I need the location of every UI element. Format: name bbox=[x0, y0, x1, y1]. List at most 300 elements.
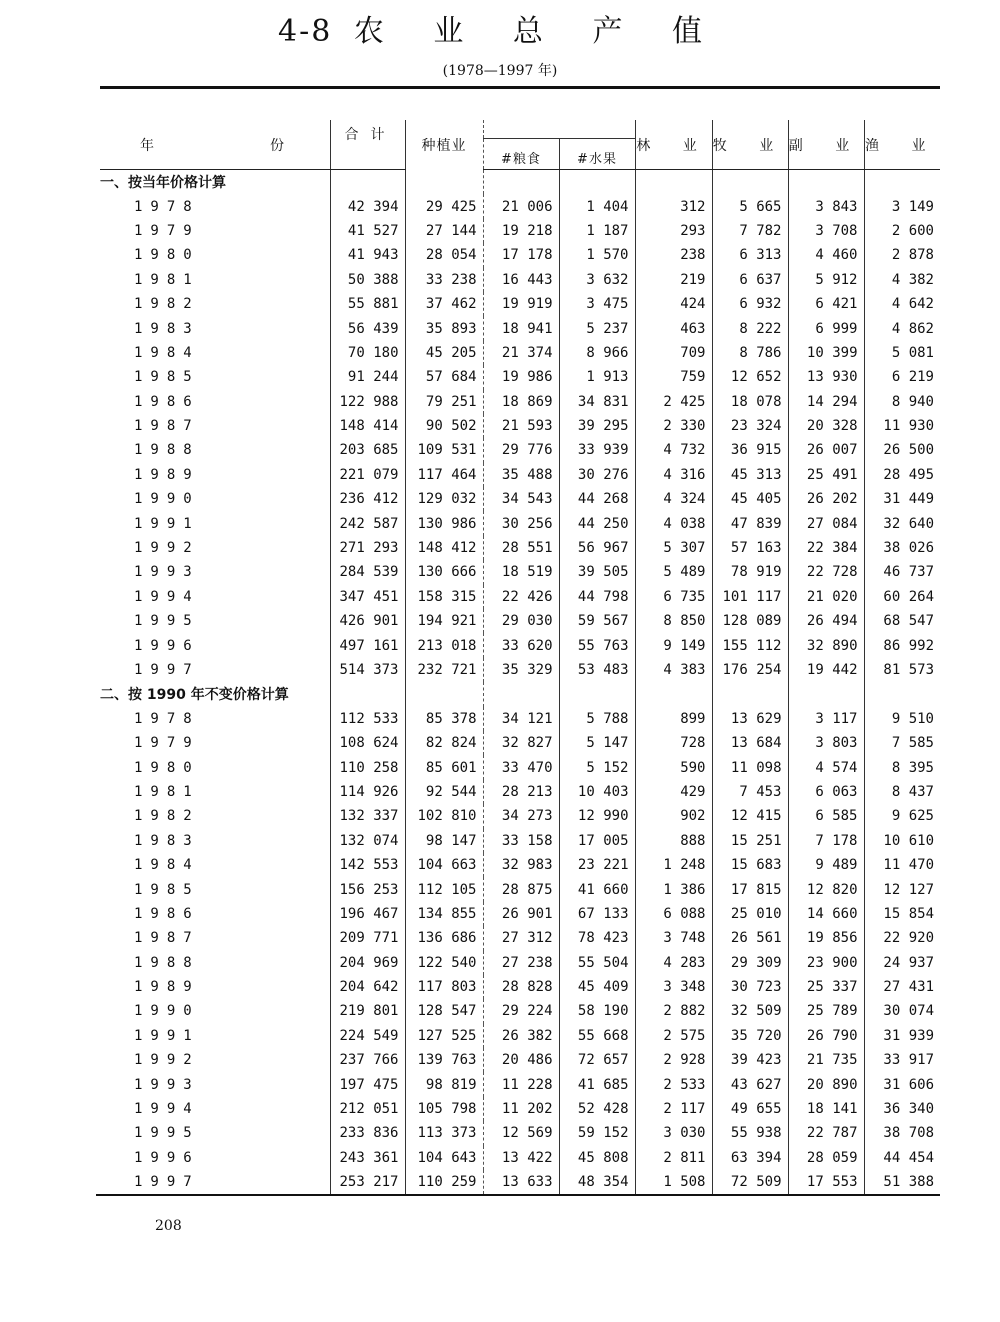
header-crop: 种植业 bbox=[405, 120, 483, 170]
cell-grain: 21 593 bbox=[483, 414, 559, 438]
cell-forestry: 6 735 bbox=[635, 585, 712, 609]
cell-sideline: 6 421 bbox=[788, 292, 864, 316]
cell-animal: 6 932 bbox=[712, 292, 788, 316]
table-row bbox=[100, 243, 940, 267]
table-row bbox=[100, 194, 940, 218]
cell-grain: 16 443 bbox=[483, 268, 559, 292]
cell-crop: 104 663 bbox=[405, 853, 483, 877]
table-title: 农 业 总 产 值 bbox=[353, 14, 722, 49]
cell-fishery: 22 920 bbox=[864, 926, 940, 950]
cell-grain: 29 030 bbox=[483, 609, 559, 633]
cell-fishery: 15 854 bbox=[864, 902, 940, 926]
section-label: 一、按当年价格计算 bbox=[100, 175, 226, 192]
cell-year: 1985 bbox=[134, 369, 200, 386]
cell-animal: 32 509 bbox=[712, 999, 788, 1023]
cell-fishery: 5 081 bbox=[864, 341, 940, 365]
cell-fishery: 24 937 bbox=[864, 951, 940, 975]
cell-crop: 35 893 bbox=[405, 316, 483, 340]
cell-crop: 148 412 bbox=[405, 536, 483, 560]
cell-year: 1988 bbox=[134, 442, 200, 459]
table-row bbox=[100, 511, 940, 535]
cell-forestry: 238 bbox=[635, 243, 712, 267]
cell-sideline: 18 141 bbox=[788, 1097, 864, 1121]
cell-animal: 155 112 bbox=[712, 633, 788, 657]
cell-year: 1981 bbox=[134, 783, 200, 800]
cell-total: 108 624 bbox=[330, 731, 405, 755]
cell-total: 50 388 bbox=[330, 268, 405, 292]
cell-fruit: 5 237 bbox=[559, 316, 635, 340]
header-total: 合计 bbox=[330, 120, 405, 170]
cell-sideline: 3 708 bbox=[788, 219, 864, 243]
table-row bbox=[100, 560, 940, 584]
cell-year: 1992 bbox=[134, 1052, 200, 1069]
cell-forestry: 3 748 bbox=[635, 926, 712, 950]
cell-fruit: 55 668 bbox=[559, 1024, 635, 1048]
cell-year: 1991 bbox=[134, 1027, 200, 1044]
cell-fishery: 4 862 bbox=[864, 316, 940, 340]
cell-fishery: 6 219 bbox=[864, 365, 940, 389]
table-row bbox=[100, 341, 940, 365]
cell-forestry: 2 533 bbox=[635, 1072, 712, 1096]
table-row bbox=[100, 1048, 940, 1072]
cell-total: 209 771 bbox=[330, 926, 405, 950]
cell-fishery: 81 573 bbox=[864, 658, 940, 682]
cell-total: 91 244 bbox=[330, 365, 405, 389]
cell-fruit: 1 913 bbox=[559, 365, 635, 389]
cell-crop: 82 824 bbox=[405, 731, 483, 755]
cell-animal: 128 089 bbox=[712, 609, 788, 633]
cell-animal: 49 655 bbox=[712, 1097, 788, 1121]
table-row bbox=[100, 1072, 940, 1096]
cell-year: 1989 bbox=[134, 979, 200, 996]
table-number: 4-8 bbox=[277, 14, 333, 49]
cell-year: 1985 bbox=[134, 881, 200, 898]
cell-fishery: 9 625 bbox=[864, 804, 940, 828]
cell-total: 41 527 bbox=[330, 219, 405, 243]
table-row bbox=[100, 731, 940, 755]
table-row bbox=[100, 585, 940, 609]
cell-fruit: 55 763 bbox=[559, 633, 635, 657]
cell-grain: 34 121 bbox=[483, 707, 559, 731]
cell-fruit: 1 404 bbox=[559, 194, 635, 218]
cell-sideline: 17 553 bbox=[788, 1170, 864, 1194]
cell-forestry: 3 348 bbox=[635, 975, 712, 999]
cell-total: 56 439 bbox=[330, 316, 405, 340]
cell-fruit: 48 354 bbox=[559, 1170, 635, 1194]
cell-year: 1980 bbox=[134, 247, 200, 264]
cell-grain: 27 238 bbox=[483, 951, 559, 975]
cell-year: 1991 bbox=[134, 515, 200, 532]
cell-grain: 19 919 bbox=[483, 292, 559, 316]
cell-year: 1993 bbox=[134, 1076, 200, 1093]
cell-sideline: 5 912 bbox=[788, 268, 864, 292]
cell-year: 1982 bbox=[134, 296, 200, 313]
cell-animal: 26 561 bbox=[712, 926, 788, 950]
cell-total: 132 074 bbox=[330, 829, 405, 853]
cell-sideline: 19 442 bbox=[788, 658, 864, 682]
cell-crop: 109 531 bbox=[405, 438, 483, 462]
cell-fishery: 11 930 bbox=[864, 414, 940, 438]
cell-animal: 25 010 bbox=[712, 902, 788, 926]
cell-animal: 7 782 bbox=[712, 219, 788, 243]
cell-crop: 98 819 bbox=[405, 1072, 483, 1096]
cell-forestry: 219 bbox=[635, 268, 712, 292]
cell-sideline: 3 117 bbox=[788, 707, 864, 731]
cell-forestry: 2 330 bbox=[635, 414, 712, 438]
cell-animal: 5 665 bbox=[712, 194, 788, 218]
cell-year: 1982 bbox=[134, 808, 200, 825]
cell-sideline: 6 999 bbox=[788, 316, 864, 340]
cell-total: 253 217 bbox=[330, 1170, 405, 1194]
cell-sideline: 32 890 bbox=[788, 633, 864, 657]
cell-fishery: 32 640 bbox=[864, 511, 940, 535]
header-animal: 牧 业 bbox=[712, 120, 788, 170]
cell-year: 1993 bbox=[134, 564, 200, 581]
cell-total: 42 394 bbox=[330, 194, 405, 218]
cell-fishery: 28 495 bbox=[864, 463, 940, 487]
cell-crop: 213 018 bbox=[405, 633, 483, 657]
cell-fishery: 51 388 bbox=[864, 1170, 940, 1194]
cell-total: 148 414 bbox=[330, 414, 405, 438]
cell-total: 142 553 bbox=[330, 853, 405, 877]
cell-fruit: 5 152 bbox=[559, 755, 635, 779]
table-row bbox=[100, 1170, 940, 1194]
cell-total: 55 881 bbox=[330, 292, 405, 316]
cell-animal: 11 098 bbox=[712, 755, 788, 779]
cell-total: 242 587 bbox=[330, 511, 405, 535]
cell-fruit: 56 967 bbox=[559, 536, 635, 560]
cell-grain: 21 374 bbox=[483, 341, 559, 365]
header-fishery: 渔 业 bbox=[864, 120, 940, 170]
cell-fruit: 44 250 bbox=[559, 511, 635, 535]
cell-crop: 85 378 bbox=[405, 707, 483, 731]
cell-animal: 15 683 bbox=[712, 853, 788, 877]
cell-fruit: 5 147 bbox=[559, 731, 635, 755]
cell-fishery: 36 340 bbox=[864, 1097, 940, 1121]
cell-year: 1996 bbox=[134, 1149, 200, 1166]
cell-fruit: 23 221 bbox=[559, 853, 635, 877]
cell-fishery: 11 470 bbox=[864, 853, 940, 877]
cell-total: 204 642 bbox=[330, 975, 405, 999]
header-year bbox=[100, 120, 330, 170]
section-spacer-cell bbox=[559, 170, 635, 195]
cell-grain: 20 486 bbox=[483, 1048, 559, 1072]
table-row bbox=[100, 487, 940, 511]
cell-sideline: 14 294 bbox=[788, 390, 864, 414]
cell-fruit: 44 268 bbox=[559, 487, 635, 511]
cell-year: 1983 bbox=[134, 320, 200, 337]
header-forestry: 林 业 bbox=[635, 120, 712, 170]
cell-fishery: 8 940 bbox=[864, 390, 940, 414]
cell-grain: 18 869 bbox=[483, 390, 559, 414]
cell-sideline: 3 803 bbox=[788, 731, 864, 755]
cell-sideline: 9 489 bbox=[788, 853, 864, 877]
section-spacer-cell bbox=[559, 682, 635, 706]
cell-fruit: 45 409 bbox=[559, 975, 635, 999]
cell-sideline: 3 843 bbox=[788, 194, 864, 218]
cell-crop: 105 798 bbox=[405, 1097, 483, 1121]
cell-grain: 11 202 bbox=[483, 1097, 559, 1121]
page-number: 208 bbox=[155, 1218, 182, 1234]
header-fruit: #水果 bbox=[559, 139, 635, 170]
cell-sideline: 22 384 bbox=[788, 536, 864, 560]
cell-crop: 92 544 bbox=[405, 780, 483, 804]
cell-animal: 6 637 bbox=[712, 268, 788, 292]
cell-fruit: 55 504 bbox=[559, 951, 635, 975]
cell-forestry: 1 508 bbox=[635, 1170, 712, 1194]
table-row bbox=[100, 219, 940, 243]
cell-total: 41 943 bbox=[330, 243, 405, 267]
cell-sideline: 26 202 bbox=[788, 487, 864, 511]
cell-forestry: 3 030 bbox=[635, 1121, 712, 1145]
cell-fruit: 78 423 bbox=[559, 926, 635, 950]
cell-sideline: 20 890 bbox=[788, 1072, 864, 1096]
cell-forestry: 888 bbox=[635, 829, 712, 853]
cell-animal: 7 453 bbox=[712, 780, 788, 804]
cell-sideline: 26 494 bbox=[788, 609, 864, 633]
header-fruit-spacer bbox=[559, 120, 635, 139]
cell-animal: 72 509 bbox=[712, 1170, 788, 1194]
cell-grain: 28 875 bbox=[483, 877, 559, 901]
cell-fishery: 38 026 bbox=[864, 536, 940, 560]
section-row bbox=[100, 682, 940, 706]
cell-fruit: 8 966 bbox=[559, 341, 635, 365]
cell-crop: 90 502 bbox=[405, 414, 483, 438]
cell-total: 112 533 bbox=[330, 707, 405, 731]
cell-fruit: 5 788 bbox=[559, 707, 635, 731]
cell-sideline: 21 735 bbox=[788, 1048, 864, 1072]
cell-sideline: 27 084 bbox=[788, 511, 864, 535]
cell-crop: 28 054 bbox=[405, 243, 483, 267]
cell-forestry: 899 bbox=[635, 707, 712, 731]
cell-fishery: 31 449 bbox=[864, 487, 940, 511]
cell-animal: 101 117 bbox=[712, 585, 788, 609]
cell-crop: 29 425 bbox=[405, 194, 483, 218]
cell-year: 1987 bbox=[134, 930, 200, 947]
cell-crop: 117 464 bbox=[405, 463, 483, 487]
table-row bbox=[100, 829, 940, 853]
cell-fruit: 39 505 bbox=[559, 560, 635, 584]
cell-grain: 27 312 bbox=[483, 926, 559, 950]
section-spacer-cell bbox=[405, 170, 483, 195]
cell-crop: 130 666 bbox=[405, 560, 483, 584]
cell-forestry: 8 850 bbox=[635, 609, 712, 633]
table-body bbox=[100, 170, 940, 1195]
cell-year: 1978 bbox=[134, 198, 200, 215]
cell-fruit: 33 939 bbox=[559, 438, 635, 462]
table-row bbox=[100, 975, 940, 999]
cell-fishery: 30 074 bbox=[864, 999, 940, 1023]
cell-sideline: 25 491 bbox=[788, 463, 864, 487]
cell-forestry: 709 bbox=[635, 341, 712, 365]
cell-year: 1988 bbox=[134, 954, 200, 971]
cell-total: 204 969 bbox=[330, 951, 405, 975]
cell-crop: 79 251 bbox=[405, 390, 483, 414]
cell-forestry: 4 324 bbox=[635, 487, 712, 511]
cell-sideline: 14 660 bbox=[788, 902, 864, 926]
cell-year: 1979 bbox=[134, 222, 200, 239]
cell-fruit: 10 403 bbox=[559, 780, 635, 804]
cell-total: 236 412 bbox=[330, 487, 405, 511]
section-spacer-cell bbox=[635, 682, 712, 706]
cell-fishery: 8 395 bbox=[864, 755, 940, 779]
cell-animal: 45 313 bbox=[712, 463, 788, 487]
cell-forestry: 5 489 bbox=[635, 560, 712, 584]
table-row bbox=[100, 780, 940, 804]
cell-fishery: 44 454 bbox=[864, 1146, 940, 1170]
section-spacer-cell bbox=[864, 170, 940, 195]
cell-crop: 128 547 bbox=[405, 999, 483, 1023]
cell-fruit: 45 808 bbox=[559, 1146, 635, 1170]
cell-grain: 33 620 bbox=[483, 633, 559, 657]
table-row bbox=[100, 1146, 940, 1170]
top-rule bbox=[100, 86, 940, 89]
cell-fishery: 38 708 bbox=[864, 1121, 940, 1145]
cell-crop: 232 721 bbox=[405, 658, 483, 682]
year-range-subtitle: (1978—1997 年) bbox=[442, 63, 558, 79]
cell-grain: 29 776 bbox=[483, 438, 559, 462]
cell-grain: 19 218 bbox=[483, 219, 559, 243]
cell-forestry: 1 248 bbox=[635, 853, 712, 877]
cell-animal: 176 254 bbox=[712, 658, 788, 682]
cell-animal: 36 915 bbox=[712, 438, 788, 462]
cell-grain: 11 228 bbox=[483, 1072, 559, 1096]
cell-total: 122 988 bbox=[330, 390, 405, 414]
cell-crop: 98 147 bbox=[405, 829, 483, 853]
table-row bbox=[100, 1024, 940, 1048]
cell-forestry: 2 575 bbox=[635, 1024, 712, 1048]
section-spacer-cell bbox=[788, 170, 864, 195]
cell-sideline: 25 337 bbox=[788, 975, 864, 999]
cell-forestry: 463 bbox=[635, 316, 712, 340]
cell-total: 212 051 bbox=[330, 1097, 405, 1121]
cell-crop: 104 643 bbox=[405, 1146, 483, 1170]
cell-fishery: 86 992 bbox=[864, 633, 940, 657]
table-row bbox=[100, 755, 940, 779]
cell-animal: 23 324 bbox=[712, 414, 788, 438]
cell-animal: 17 815 bbox=[712, 877, 788, 901]
cell-fruit: 67 133 bbox=[559, 902, 635, 926]
section-spacer-cell bbox=[712, 682, 788, 706]
cell-animal: 12 652 bbox=[712, 365, 788, 389]
cell-forestry: 2 928 bbox=[635, 1048, 712, 1072]
cell-fruit: 53 483 bbox=[559, 658, 635, 682]
cell-sideline: 20 328 bbox=[788, 414, 864, 438]
header-sideline: 副 业 bbox=[788, 120, 864, 170]
bottom-rule bbox=[96, 1194, 940, 1196]
cell-crop: 127 525 bbox=[405, 1024, 483, 1048]
cell-total: 219 801 bbox=[330, 999, 405, 1023]
cell-forestry: 4 038 bbox=[635, 511, 712, 535]
section-spacer-cell bbox=[483, 682, 559, 706]
cell-sideline: 19 856 bbox=[788, 926, 864, 950]
cell-sideline: 4 574 bbox=[788, 755, 864, 779]
header-year-left: 年 bbox=[140, 137, 154, 154]
table-row bbox=[100, 316, 940, 340]
cell-grain: 32 827 bbox=[483, 731, 559, 755]
cell-fishery: 31 939 bbox=[864, 1024, 940, 1048]
table-row bbox=[100, 951, 940, 975]
cell-total: 70 180 bbox=[330, 341, 405, 365]
section-spacer-cell bbox=[635, 170, 712, 195]
cell-year: 1986 bbox=[134, 393, 200, 410]
cell-year: 1978 bbox=[134, 710, 200, 727]
section-spacer-cell bbox=[788, 682, 864, 706]
cell-total: 203 685 bbox=[330, 438, 405, 462]
cell-sideline: 23 900 bbox=[788, 951, 864, 975]
cell-forestry: 759 bbox=[635, 365, 712, 389]
cell-crop: 122 540 bbox=[405, 951, 483, 975]
table-row bbox=[100, 853, 940, 877]
agricultural-output-table bbox=[100, 120, 940, 1194]
cell-crop: 129 032 bbox=[405, 487, 483, 511]
cell-crop: 112 105 bbox=[405, 877, 483, 901]
cell-grain: 21 006 bbox=[483, 194, 559, 218]
table-row bbox=[100, 1121, 940, 1145]
cell-sideline: 26 007 bbox=[788, 438, 864, 462]
cell-fruit: 12 990 bbox=[559, 804, 635, 828]
cell-total: 224 549 bbox=[330, 1024, 405, 1048]
cell-fruit: 39 295 bbox=[559, 414, 635, 438]
cell-grain: 18 941 bbox=[483, 316, 559, 340]
cell-forestry: 9 149 bbox=[635, 633, 712, 657]
table-row bbox=[100, 536, 940, 560]
cell-sideline: 6 063 bbox=[788, 780, 864, 804]
cell-grain: 34 273 bbox=[483, 804, 559, 828]
cell-grain: 29 224 bbox=[483, 999, 559, 1023]
cell-sideline: 6 585 bbox=[788, 804, 864, 828]
cell-grain: 28 551 bbox=[483, 536, 559, 560]
cell-year: 1981 bbox=[134, 271, 200, 288]
cell-total: 197 475 bbox=[330, 1072, 405, 1096]
cell-fishery: 12 127 bbox=[864, 877, 940, 901]
cell-total: 221 079 bbox=[330, 463, 405, 487]
cell-crop: 85 601 bbox=[405, 755, 483, 779]
cell-total: 132 337 bbox=[330, 804, 405, 828]
cell-animal: 30 723 bbox=[712, 975, 788, 999]
cell-forestry: 293 bbox=[635, 219, 712, 243]
table-row bbox=[100, 926, 940, 950]
cell-crop: 33 238 bbox=[405, 268, 483, 292]
cell-year: 1979 bbox=[134, 735, 200, 752]
table-row bbox=[100, 877, 940, 901]
cell-fishery: 9 510 bbox=[864, 707, 940, 731]
cell-fishery: 26 500 bbox=[864, 438, 940, 462]
cell-total: 233 836 bbox=[330, 1121, 405, 1145]
cell-crop: 130 986 bbox=[405, 511, 483, 535]
cell-grain: 13 422 bbox=[483, 1146, 559, 1170]
cell-animal: 55 938 bbox=[712, 1121, 788, 1145]
cell-fruit: 59 567 bbox=[559, 609, 635, 633]
cell-fishery: 4 382 bbox=[864, 268, 940, 292]
cell-crop: 102 810 bbox=[405, 804, 483, 828]
cell-grain: 33 158 bbox=[483, 829, 559, 853]
cell-fruit: 34 831 bbox=[559, 390, 635, 414]
cell-forestry: 5 307 bbox=[635, 536, 712, 560]
cell-year: 1986 bbox=[134, 905, 200, 922]
cell-animal: 13 684 bbox=[712, 731, 788, 755]
cell-total: 196 467 bbox=[330, 902, 405, 926]
cell-total: 271 293 bbox=[330, 536, 405, 560]
cell-fishery: 60 264 bbox=[864, 585, 940, 609]
cell-grain: 12 569 bbox=[483, 1121, 559, 1145]
cell-fruit: 30 276 bbox=[559, 463, 635, 487]
table-row bbox=[100, 609, 940, 633]
cell-year: 1995 bbox=[134, 613, 200, 630]
cell-total: 347 451 bbox=[330, 585, 405, 609]
cell-forestry: 2 882 bbox=[635, 999, 712, 1023]
cell-forestry: 1 386 bbox=[635, 877, 712, 901]
